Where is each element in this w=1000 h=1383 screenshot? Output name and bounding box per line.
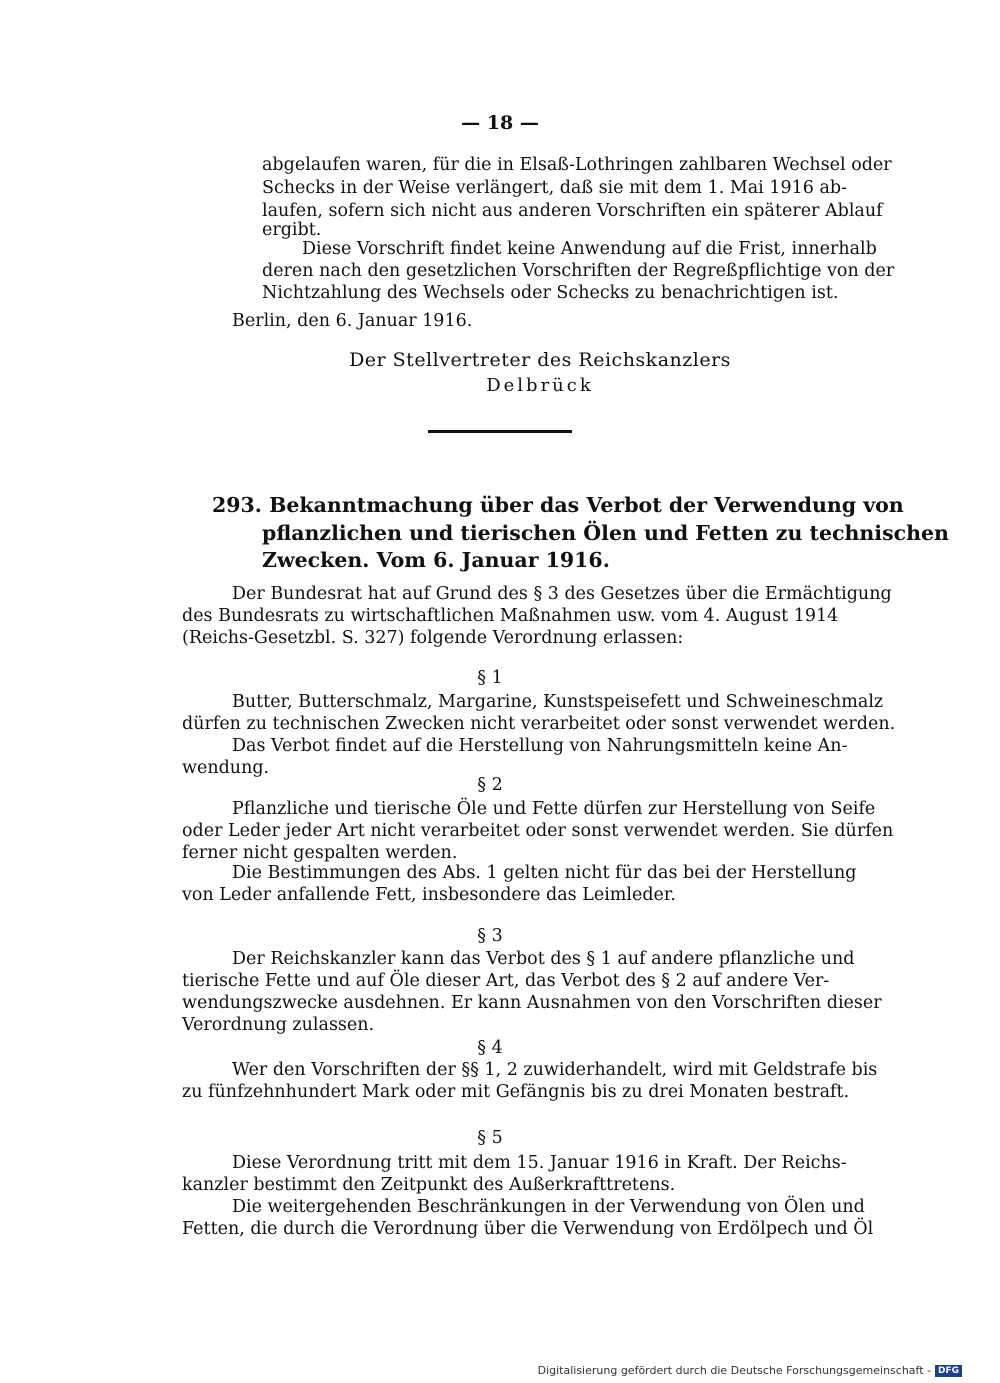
section-line: von Leder anfallende Fett, insbesondere das Leimleder.: [182, 885, 676, 905]
text-line: laufen, sofern sich nicht aus anderen Vorschriften ein späterer Ablauf: [262, 201, 883, 221]
section-line: dürfen zu technischen Zwecken nicht verarbeitet oder sonst verwendet werden.: [182, 714, 896, 734]
section-mark: § 2: [477, 775, 503, 795]
page-number: — 18 —: [461, 112, 539, 134]
section-line: wendung.: [182, 758, 270, 778]
footer-text: Digitalisierung gefördert durch die Deutsche Forschungsgemeinschaft -: [537, 1364, 931, 1377]
digitization-footer: [538, 1364, 962, 1377]
section-line: Der Reichskanzler kann das Verbot des § 1 auf andere pflanzliche und: [232, 949, 855, 969]
text-line: abgelaufen waren, für die in Elsaß-Lothringen zahlbaren Wechsel oder: [262, 155, 892, 175]
section-line: Das Verbot findet auf die Herstellung von Nahrungsmitteln keine An-: [232, 736, 848, 756]
intro-line: (Reichs-Gesetzbl. S. 327) folgende Verordnung erlassen:: [182, 628, 684, 648]
section-line: zu fünfzehnhundert Mark oder mit Gefängnis bis zu drei Monaten bestraft.: [182, 1082, 850, 1102]
section-line: Pflanzliche und tierische Öle und Fette dürfen zur Herstellung von Seife: [232, 799, 876, 819]
text-line: deren nach den gesetzlichen Vorschriften der Regreßpflichtige von der: [262, 261, 895, 281]
section-line: kanzler bestimmt den Zeitpunkt des Außerkrafttretens.: [182, 1175, 676, 1195]
section-line: Die weitergehenden Beschränkungen in der Verwendung von Ölen und: [232, 1197, 865, 1217]
text-line: Diese Vorschrift findet keine Anwendung auf die Frist, innerhalb: [302, 239, 877, 259]
section-line: Butter, Butterschmalz, Margarine, Kunstspeisefett und Schweineschmalz: [232, 692, 884, 712]
text-line: Nichtzahlung des Wechsels oder Schecks zu benachrichtigen ist.: [262, 283, 839, 303]
dfg-logo: DFG: [935, 1365, 962, 1377]
section-mark: § 3: [477, 926, 503, 946]
section-line: Verordnung zulassen.: [182, 1015, 375, 1035]
signature-title: Der Stellvertreter des Reichskanzlers: [349, 349, 731, 371]
section-mark: § 5: [477, 1128, 503, 1148]
announcement-heading: pflanzlichen und tierischen Ölen und Fetten zu technischen: [262, 521, 949, 545]
section-line: wendungszwecke ausdehnen. Er kann Ausnahmen von den Vorschriften dieser: [182, 993, 882, 1013]
section-line: Diese Verordnung tritt mit dem 15. Januar 1916 in Kraft. Der Reichs-: [232, 1153, 847, 1173]
announcement-heading: 293. Bekanntmachung über das Verbot der Verwendung von: [212, 493, 904, 517]
section-mark: § 4: [477, 1038, 503, 1058]
signature-name: Delbrück: [486, 375, 594, 396]
announcement-heading: Zwecken. Vom 6. Januar 1916.: [262, 548, 610, 572]
place-date: Berlin, den 6. Januar 1916.: [232, 311, 473, 331]
text-line: Schecks in der Weise verlängert, daß sie mit dem 1. Mai 1916 ab-: [262, 178, 847, 198]
section-line: tierische Fette und auf Öle dieser Art, das Verbot des § 2 auf andere Ver-: [182, 971, 830, 991]
section-line: ferner nicht gespalten werden.: [182, 843, 458, 863]
section-line: Die Bestimmungen des Abs. 1 gelten nicht für das bei der Herstellung: [232, 863, 857, 883]
section-line: oder Leder jeder Art nicht verarbeitet oder sonst verwendet werden. Sie dürfen: [182, 821, 894, 841]
text-line: ergibt.: [262, 220, 322, 240]
intro-line: Der Bundesrat hat auf Grund des § 3 des Gesetzes über die Ermächtigung: [232, 584, 892, 604]
separator-rule: [428, 430, 572, 433]
section-mark: § 1: [477, 668, 503, 688]
section-line: Wer den Vorschriften der §§ 1, 2 zuwiderhandelt, wird mit Geldstrafe bis: [232, 1060, 878, 1080]
section-line: Fetten, die durch die Verordnung über die Verwendung von Erdölpech und Öl: [182, 1219, 874, 1239]
intro-line: des Bundesrats zu wirtschaftlichen Maßnahmen usw. vom 4. August 1914: [182, 606, 839, 626]
